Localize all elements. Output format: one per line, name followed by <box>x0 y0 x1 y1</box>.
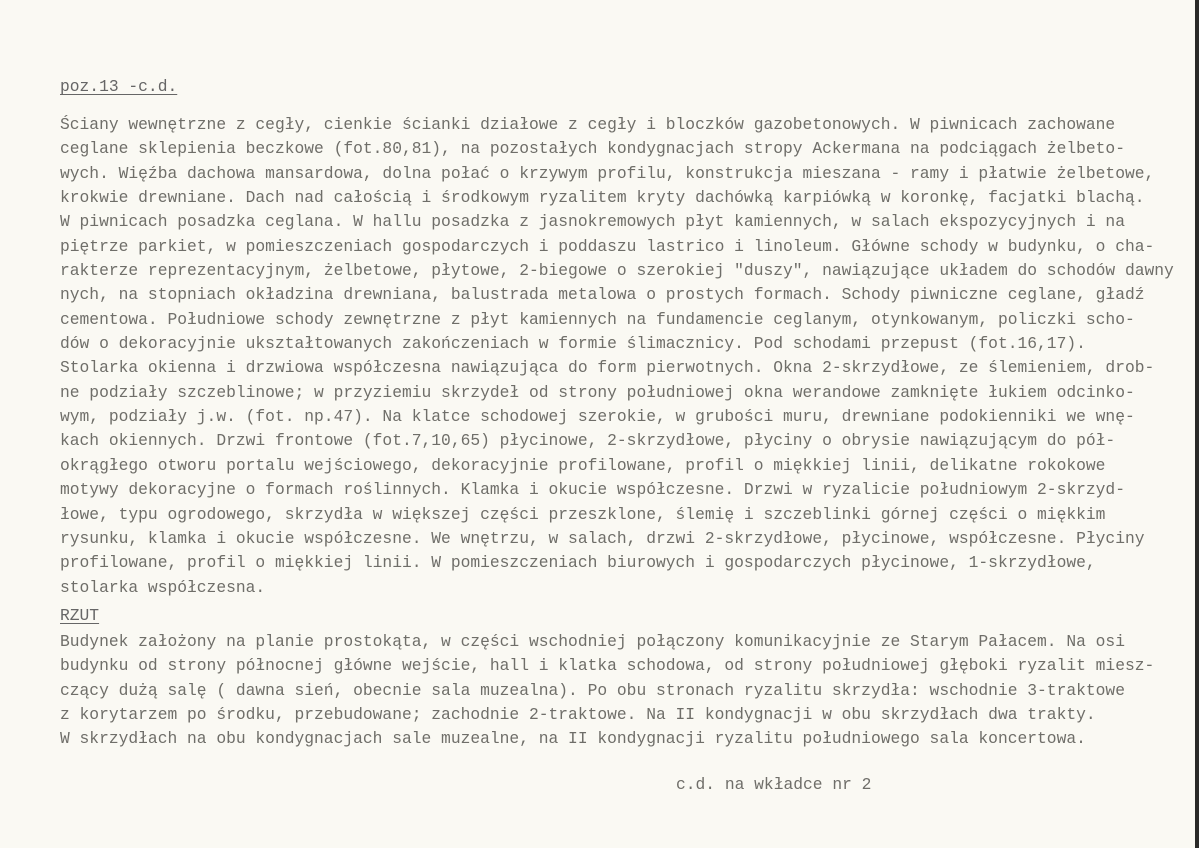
text-line: W skrzydłach na obu kondygnacjach sale muzealne, na II kondygnacji ryzalitu południowego sala koncertowa. <box>60 729 1086 749</box>
text-line: Ściany wewnętrzne z cegły, cienkie ścianki działowe z cegły i bloczków gazobetonowych. W piwnicach zachowane <box>60 115 1116 134</box>
page-edge <box>1195 0 1199 848</box>
text-line: łowe, typu ogrodowego, skrzydła w większej części przeszklone, ślemię i szczeblinki górnej części o miękkim <box>60 504 1106 524</box>
text-line: nych, na stopniach okładzina drewniana, balustrada metalowa o prostych formach. Schody piwniczne ceglane, gładź <box>60 285 1145 305</box>
rzut-paragraph <box>60 630 1154 752</box>
section-heading-rzut: RZUT <box>60 606 100 625</box>
text-line: kach okiennych. Drzwi frontowe (fot.7,10,65) płycinowe, 2-skrzydłowe, płyciny o obrysie nawiązującym do pół- <box>60 431 1116 451</box>
text-line: Stolarka okienna i drzwiowa współczesna nawiązująca do form pierwotnych. Okna 2-skrzydłowe, ze ślemieniem, drob- <box>60 358 1155 378</box>
text-line: ceglane sklepienia beczkowe (fot.80,81), na pozostałych kondygnacjach stropy Ackermana na podciągach żelbeto- <box>60 139 1125 159</box>
text-line: cementowa. Południowe schody zewnętrzne z płyt kamiennych na fundamencie ceglanym, otynkowanym, policzki scho- <box>60 309 1135 329</box>
text-line: budynku od strony północnej główne wejście, hall i klatka schodowa, od strony południowej głęboki ryzalit miesz- <box>60 656 1155 676</box>
page-heading: poz.13 -c.d. <box>60 77 178 96</box>
continuation-note: c.d. na wkładce nr 2 <box>676 775 872 794</box>
text-line: piętrze parkiet, w pomieszczeniach gospodarczych i poddaszu lastrico i linoleum. Główne schody w budynku, o cha- <box>60 236 1155 256</box>
text-line: czący dużą salę ( dawna sień, obecnie sala muzealna). Po obu stronach ryzalitu skrzydła: wschodnie 3-traktowe <box>60 680 1125 700</box>
text-line: rysunku, klamka i okucie współczesne. We wnętrzu, w salach, drzwi 2-skrzydłowe, płycinowe, współczesne. Płyciny <box>60 528 1145 548</box>
text-line: dów o dekoracyjnie ukształtowanych zakończeniach w formie ślimacznicy. Pod schodami przepust (fot.16,17). <box>60 334 1086 354</box>
text-line: okrągłego otworu portalu wejściowego, dekoracyjnie profilowane, profil o miękkiej linii, delikatne rokokowe <box>60 455 1106 475</box>
text-line: profilowane, profil o miękkiej linii. W pomieszczeniach biurowych i gospodarczych płycinowe, 1-skrzydłowe, <box>60 553 1096 573</box>
text-line: motywy dekoracyjne o formach roślinnych. Klamka i okucie współczesne. Drzwi w ryzalicie południowym 2-skrzyd- <box>60 480 1125 500</box>
text-line: wym, podziały j.w. (fot. np.47). Na klatce schodowej szerokie, w grubości muru, drewniane podokienniki we wnę- <box>60 407 1135 427</box>
text-line: z korytarzem po środku, przebudowane; zachodnie 2-traktowe. Na II kondygnacji w obu skrzydłach dwa trakty. <box>60 705 1096 725</box>
text-line: W piwnicach posadzka ceglana. W hallu posadzka z jasnokremowych płyt kamiennych, w salach ekspozycyjnych i na <box>60 212 1125 232</box>
text-line: krokwie drewniane. Dach nad całością i środkowym ryzalitem kryty dachówką karpiówką w koronkę, facjatki blachą. <box>60 188 1145 208</box>
text-line: rakterze reprezentacyjnym, żelbetowe, płytowe, 2-biegowe o szerokiej "duszy", nawiązujące układem do schodów dawny <box>60 261 1174 281</box>
description-paragraph <box>60 113 1174 600</box>
text-line: ne podziały szczeblinowe; w przyziemiu skrzydeł od strony południowej okna werandowe zamknięte łukiem odcinko- <box>60 382 1135 402</box>
text-line: wych. Więźba dachowa mansardowa, dolna połać o krzywym profilu, konstrukcja mieszana - ramy i płatwie żelbetowe, <box>60 163 1155 183</box>
text-line: stolarka współczesna. <box>60 577 266 597</box>
text-line: Budynek założony na planie prostokąta, w części wschodniej połączony komunikacyjnie ze Starym Pałacem. Na osi <box>60 632 1125 651</box>
